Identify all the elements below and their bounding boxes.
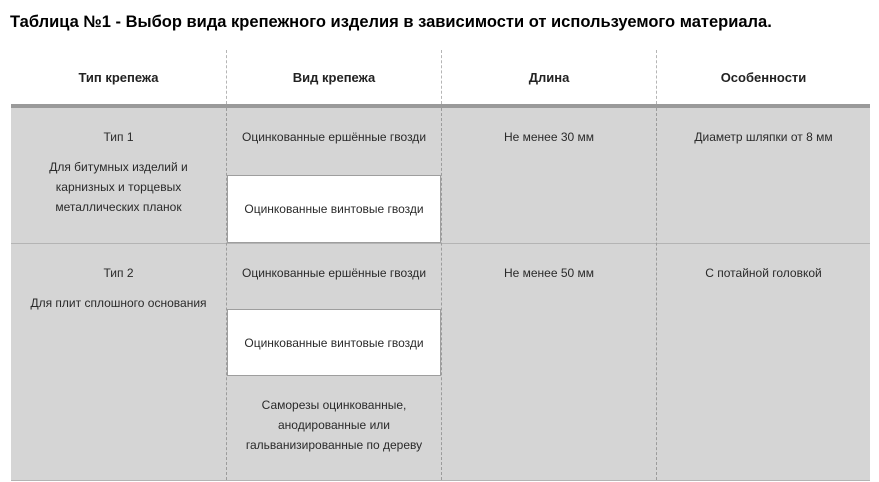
row1-features: Диаметр шляпки от 8 мм	[694, 130, 833, 144]
row2-type-name: Тип 2	[103, 266, 134, 280]
row2-type-desc: Для плит сплошного основания	[30, 296, 207, 310]
column-divider	[656, 108, 657, 480]
row1-kind-1: Оцинкованные ершённые гвозди	[241, 130, 427, 144]
row2-kind-3-line: гальванизированные по дереву	[245, 438, 423, 452]
header-length: Длина	[528, 69, 570, 85]
row2-kind-3-line: Саморезы оцинкованные,	[261, 398, 407, 412]
row-divider	[11, 480, 870, 481]
header-features: Особенности	[720, 69, 807, 85]
row1-length: Не менее 30 мм	[503, 130, 595, 144]
row2-features: С потайной головкой	[705, 266, 822, 280]
row2-kind-3	[227, 395, 441, 455]
row2-kind-2-box: Оцинкованные винтовые гвозди	[227, 309, 441, 376]
row1-type-desc	[11, 157, 226, 217]
row1-type-desc-line: металлических планок	[55, 200, 182, 214]
row2-kind-1: Оцинкованные ершённые гвозди	[241, 266, 427, 280]
header-kind: Вид крепежа	[292, 69, 376, 85]
table-title: Таблица №1 - Выбор вида крепежного изделия в зависимости от используемого материала.	[10, 13, 772, 31]
row1-type-desc-line: карнизных и торцевых	[55, 180, 182, 194]
header-type: Тип крепежа	[78, 69, 159, 85]
row2-length: Не менее 50 мм	[503, 266, 595, 280]
column-divider	[441, 108, 442, 480]
row2-kind-3-line: анодированные или	[278, 418, 390, 432]
row1-type-desc-line: Для битумных изделий и	[49, 160, 188, 174]
row1-type-name: Тип 1	[103, 130, 134, 144]
row1-kind-2-box: Оцинкованные винтовые гвозди	[227, 175, 441, 243]
